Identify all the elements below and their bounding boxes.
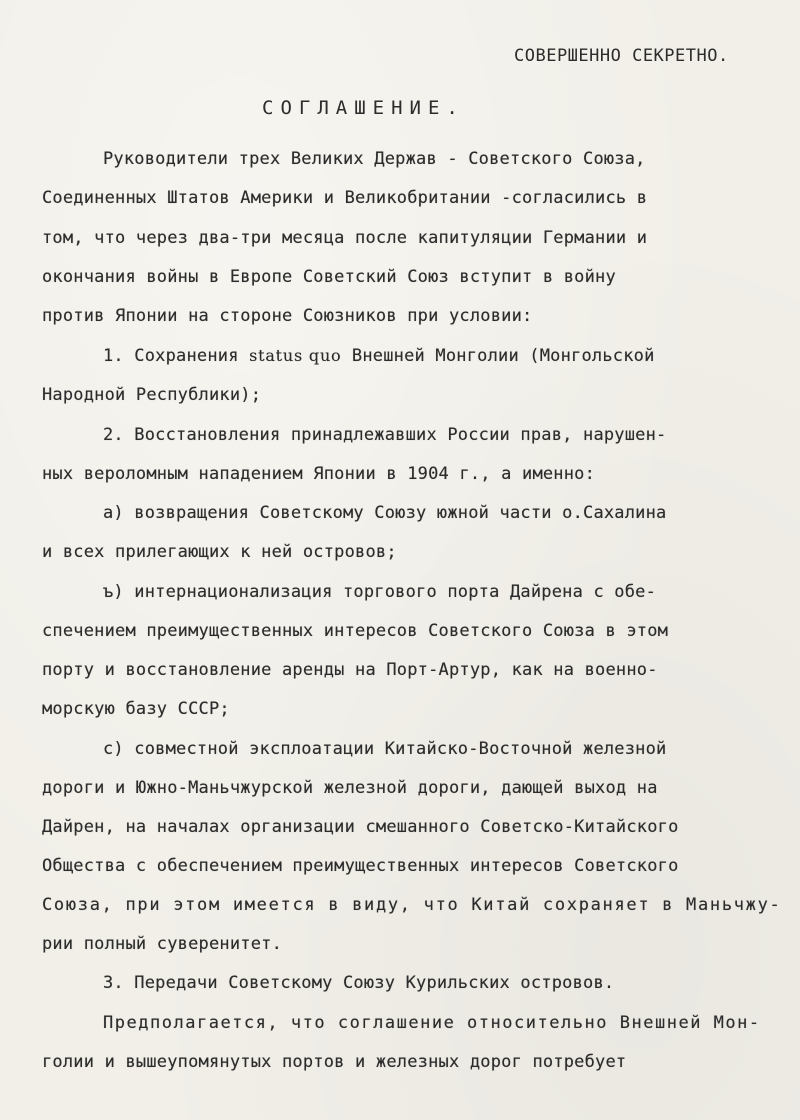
text-line: ных вероломным нападением Японии в 1904 г., а именно:: [42, 464, 596, 484]
text-line: порту и восстановление аренды на Порт-Артур, как на военно-: [42, 660, 658, 680]
text-segment: Внешней Монголии (Монгольской: [341, 346, 655, 366]
text-line: окончания войны в Европе Советский Союз вступит в войну: [42, 267, 616, 287]
text-line: Соединенных Штатов Америки и Великобритании -согласились в: [42, 188, 648, 208]
text-line: Предполагается, что соглашение относительно Внешней Мон-: [103, 1013, 761, 1033]
text-line: морскую базу СССР;: [42, 699, 230, 719]
text-line: голии и вышеупомянутых портов и железных дорог потребует: [42, 1052, 627, 1072]
text-line: Союза, при этом имеется в виду, что Китай сохраняет в Маньчжу-: [42, 895, 782, 915]
text-line: а) возвращения Советскому Союзу южной части о.Сахалина: [103, 503, 667, 523]
text-line: том, что через два-три месяца после капитуляции Германии и: [42, 228, 648, 248]
text-line: Общества с обеспечением преимущественных интересов Советского: [42, 856, 679, 876]
text-line: и всех прилегающих к ней островов;: [42, 542, 397, 562]
latin-phrase: status quo: [249, 346, 342, 365]
text-line: Руководители трех Великих Держав - Советского Союза,: [103, 149, 646, 169]
text-line: дороги и Южно-Маньчжурской железной дороги, дающей выход на: [42, 778, 658, 798]
text-line: 3. Передачи Советскому Союзу Курильских островов.: [103, 973, 615, 993]
text-line: спечением преимущественных интересов Советского Союза в этом: [42, 621, 669, 641]
text-segment: 1. Сохранения: [103, 346, 250, 366]
text-line: с) совместной эксплоатации Китайско-Восточной железной: [103, 739, 667, 759]
text-line: ъ) интернационализация торгового порта Дайрена с обе-: [103, 582, 657, 602]
classification-stamp: СОВЕРШЕННО СЕКРЕТНО.: [514, 46, 729, 66]
document-title: СОГЛАШЕНИЕ.: [262, 97, 465, 119]
text-line: 2. Восстановления принадлежавших России прав, нарушен-: [103, 425, 667, 445]
text-line: [103, 345, 768, 367]
text-line: рии полный суверенитет.: [42, 934, 283, 954]
text-line: Народной Республики);: [42, 385, 262, 405]
text-line: Дайрен, на началах организации смешанного Советско-Китайского: [42, 817, 679, 837]
text-line: против Японии на стороне Союзников при условии:: [42, 306, 533, 326]
